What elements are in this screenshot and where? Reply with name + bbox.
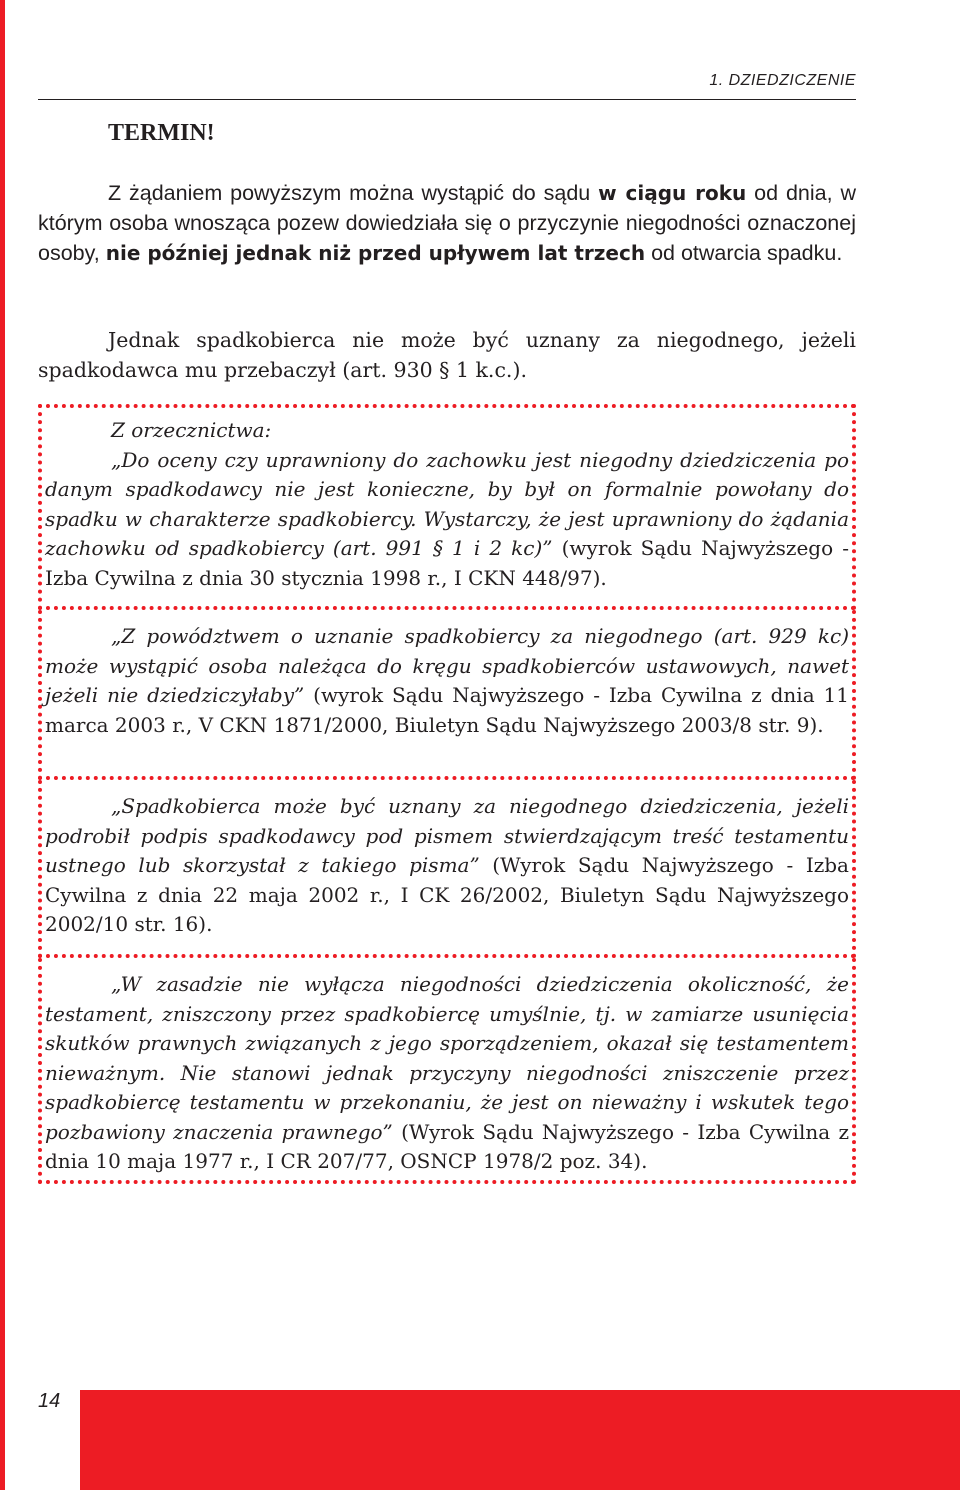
ruling-heading (42, 416, 852, 446)
ruling-1-quote: „Do oceny czy uprawniony do zachowku jest niegodny dziedziczenia po danym spadkodawcy nie jest konieczne, by był on formalnie powołany do spadku w charakterze spadkobiercy. Wystarczy, że jest uprawniony do żądania zachowku od spadkobiercy (art. 991 § 1 i 2 kc)” (45, 447, 849, 560)
ruling-heading-text: Z orzecznictwa: (111, 418, 272, 442)
ruling-box-3 (38, 780, 856, 958)
ruling-1 (42, 446, 852, 594)
ruling-1-citation: (wyrok Sądu Najwyższego - Izba Cywilna z dnia 30 stycznia 1998 r., I CKN 448/97). (45, 536, 849, 590)
deadline-text-2: od dnia, w którym osoba wnosząca pozew dowiedziała się o przyczynie niegodności oznaczonej osoby, (38, 181, 857, 265)
footer-red-bar (80, 1390, 960, 1490)
deadline-emphasis-2: nie później jednak niż przed upływem lat trzech (105, 241, 646, 265)
ruling-4-citation: (Wyrok Sądu Najwyższego - Izba Cywilna z dnia 10 maja 1977 r., I CR 207/77, OSNCP 1978/2 poz. 34). (45, 1119, 849, 1173)
header-rule (38, 99, 856, 100)
deadline-text-1: Z żądaniem powyższym można wystąpić do sądu (108, 181, 599, 205)
ruling-3-quote: „Spadkobierca może być uznany za niegodnego dziedziczenia, jeżeli podrobił podpis spadkodawcy pod pismem stwierdzającym treść testamentu ustnego lub skorzystał z takiego pisma” (45, 794, 849, 877)
termin-heading: TERMIN! (108, 120, 215, 146)
ruling-2-citation: (wyrok Sądu Najwyższego - Izba Cywilna z dnia 11 marca 2003 r., V CKN 1871/2000, Biuletyn Sądu Najwyższego 2003/8 str. 9). (45, 683, 849, 737)
ruling-3 (42, 792, 852, 940)
deadline-paragraph (38, 178, 856, 268)
left-edge-bar (0, 0, 5, 1490)
ruling-box-4 (38, 958, 856, 1184)
ruling-box-2 (38, 610, 856, 780)
ruling-4 (42, 970, 852, 1177)
forgiveness-paragraph: Jednak spadkobierca nie może być uznany za niegodnego, jeżeli spadkodawca mu przebaczył (art. 930 § 1 k.c.). (38, 328, 856, 382)
deadline-emphasis-1: w ciągu roku (598, 181, 747, 205)
ruling-box-1 (38, 404, 856, 610)
ruling-2 (42, 622, 852, 740)
deadline-text-3: od otwarcia spadku. (645, 241, 843, 265)
ruling-4-quote: „W zasadzie nie wyłącza niegodności dziedziczenia okoliczność, że testament, zniszczony przez spadkobiercę umyślnie, tj. w zamiarze usunięcia skutków prawnych związanych z jego sporządzeniem, okazał się testamentem nieważnym. Nie stanowi jednak przyczyny niegodności zniszczenie przez spadkobiercę testamentu w przekonaniu, że jest on nieważny i wskutek tego pozbawiony znaczenia prawnego” (45, 972, 849, 1144)
ruling-3-citation: (Wyrok Sądu Najwyższego - Izba Cywilna z dnia 22 maja 2002 r., I CK 26/2002, Biuletyn Sądu Najwyższego 2002/10 str. 16). (45, 853, 849, 936)
chapter-label: 1. DZIEDZICZENIE (709, 72, 856, 89)
ruling-2-quote: „Z powództwem o uznanie spadkobiercy za niegodnego (art. 929 kc) może wystąpić osoba należąca do kręgu spadkobierców ustawowych, nawet jeżeli nie dziedziczyłaby” (45, 624, 849, 707)
page-number: 14 (38, 1390, 61, 1412)
